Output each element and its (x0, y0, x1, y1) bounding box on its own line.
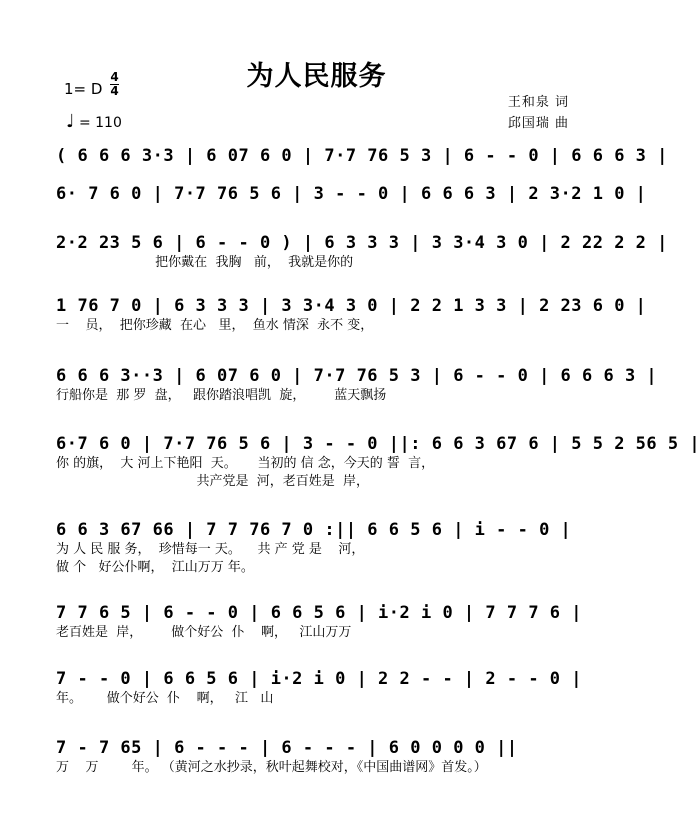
score-row (56, 433, 700, 491)
notation-line: 1 76 7 0 | 6 3 3 3 | 3 3·4 3 0 | 2 2 1 3 3 | 2 23 6 0 | (56, 296, 647, 316)
lyric-line: 万 万 年。 （黄河之水抄录，秋叶起舞校对，《中国曲谱网》首发。） (56, 760, 487, 775)
tempo-value: = 110 (78, 115, 122, 131)
quarter-note-icon: ♩ (66, 111, 75, 132)
notation-line: 2·2 23 5 6 | 6 - - 0 ) | 6 3 3 3 | 3 3·4 3 0 | 2 22 2 2 | (56, 233, 668, 253)
lyric-line: 为 人 民 服 务， 珍惜每一 天。 共 产 党 是 河， (56, 542, 365, 557)
notation-line: 7 - 7 65 | 6 - - - | 6 - - - | 6 0 0 0 0 || (56, 738, 518, 758)
score-row (56, 295, 647, 335)
notation-line: 7 - - 0 | 6 6 5 6 | i·2 i 0 | 2 2 - - | 2 - - 0 | (56, 669, 583, 689)
score-row (56, 519, 576, 577)
score-row (56, 365, 658, 405)
lyric-line: 年。 做个好公 仆 啊， 江 山 (56, 691, 274, 706)
score-row (56, 145, 668, 167)
notation-line: ( 6 6 6 3·3 | 6 07 6 0 | 7·7 76 5 3 | 6 - - 0 | 6 6 6 3 | (56, 146, 668, 166)
score-row (56, 232, 668, 272)
notation-line: 7 7 6 5 | 6 - - 0 | 6 6 5 6 | i·2 i 0 | 7 7 7 6 | (56, 603, 583, 623)
score-row (56, 737, 576, 777)
notation-line: 6· 7 6 0 | 7·7 76 5 6 | 3 - - 0 | 6 6 6 3 | 2 3·2 1 0 | (56, 184, 647, 204)
score-row (56, 602, 583, 642)
notation-line: 6·7 6 0 | 7·7 76 5 6 | 3 - - 0 ||: 6 6 3 67 6 | 5 5 2 56 5 | (56, 434, 700, 454)
time-signature-denominator: 4 (110, 84, 119, 98)
lyric-line: 行船你是 那 罗 盘， 跟你踏浪唱凯 旋， 蓝天飘扬 (56, 388, 387, 403)
lyric-line: 一 员， 把你珍藏 在心 里， 鱼水 情深 永不 变， (56, 318, 374, 333)
time-signature-numerator: 4 (110, 70, 119, 84)
lyric-line: 把你戴在 我胸 前， 我就是你的 (56, 255, 354, 270)
lyric-line: 共产党是 河，老百姓是 岸， (56, 474, 370, 489)
notation-line: 6 6 6 3··3 | 6 07 6 0 | 7·7 76 5 3 | 6 - - 0 | 6 6 6 3 | (56, 366, 658, 386)
page-title: 为人民服务 (246, 61, 387, 92)
time-signature (110, 72, 119, 97)
notation-line: 6 6 3 67 66 | 7 7 76 7 0 :|| 6 6 5 6 | i - - 0 | (56, 520, 572, 540)
composer-credit: 邱国瑞 曲 (507, 116, 569, 131)
key-signature: 1= D (64, 80, 103, 98)
lyric-line: 老百姓是 岸， 做个好公 仆 啊， 江山万万 (56, 625, 352, 640)
score-row (56, 668, 583, 708)
tempo-marking (66, 111, 122, 132)
lyric-line: 你 的旗， 大 河上下艳阳 天。 当初的 信 念，今天的 誓 言， (56, 456, 435, 471)
score-row (56, 183, 647, 205)
lyric-line: 做 个 好公仆啊， 江山万万 年。 (56, 560, 254, 575)
lyricist-credit: 王和泉 词 (507, 95, 569, 110)
